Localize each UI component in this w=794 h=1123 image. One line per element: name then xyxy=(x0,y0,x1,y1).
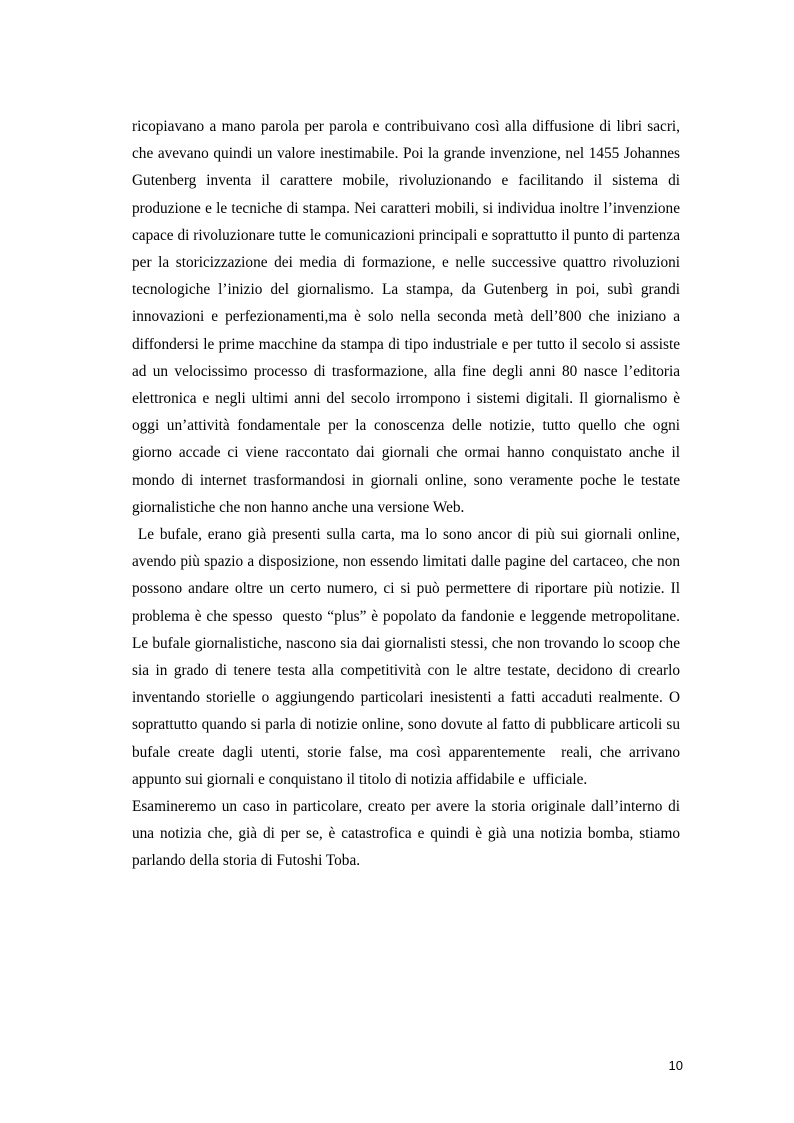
body-text xyxy=(132,113,688,875)
paragraph: Esamineremo un caso in particolare, creato per avere la storia originale dall’interno di una notizia che, già di per se, è catastrofica e quindi è già una notizia bomba, stiamo parlando della storia di Futoshi Toba. xyxy=(132,798,680,870)
paragraph: Le bufale, erano già presenti sulla carta, ma lo sono ancor di più sui giornali online, avendo più spazio a disposizione, non essendo limitati dalle pagine del cartaceo, che non possono andare oltre un certo numero, ci si può permettere di riportare più notizie. Il problema è che spesso questo “plus” è popolato da fandonie e leggende metropolitane. Le bufale giornalistiche, nascono sia dai giornalisti stessi, che non trovando lo scoop che sia in grado di tenere testa alla competitività con le altre testate, decidono di crearlo inventando storielle o aggiungendo particolari inesistenti a fatti accaduti realmente. O soprattutto quando si parla di notizie online, sono dovute al fatto di pubblicare articoli su bufale create dagli utenti, storie false, ma così apparentemente reali, che arrivano appunto sui giornali e conquistano il titolo di notizia affidabile e ufficiale. xyxy=(132,526,688,788)
page-number: 10 xyxy=(668,1058,683,1073)
paragraph: ricopiavano a mano parola per parola e contribuivano così alla diffusione di libri sacri, che avevano quindi un valore inestimabile. Poi la grande invenzione, nel 1455 Johannes Gutenberg inventa il carattere mobile, rivoluzionando e facilitando il sistema di produzione e le tecniche di stampa. Nei caratteri mobili, si individua inoltre l’invenzione capace di rivoluzionare tutte le comunicazioni principali e soprattutto il punto di partenza per la storicizzazione dei media di formazione, e nelle successive quattro rivoluzioni tecnologiche l’inizio del giornalismo. La stampa, da Gutenberg in poi, subì grandi innovazioni e perfezionamenti,ma è solo nella seconda metà dell’800 che iniziano a diffondersi le prime macchine da stampa di tipo industriale e per tutto il secolo si assiste ad un velocissimo processo di trasformazione, alla fine degli anni 80 nasce l’editoria elettronica e negli ultimi anni del secolo irrompono i sistemi digitali. Il giornalismo è oggi un’attività fondamentale per la conoscenza delle notizie, tutto quello che ogni giorno accade ci viene raccontato dai giornali che ormai hanno conquistato anche il mondo di internet trasformandosi in giornali online, sono veramente poche le testate giornalistiche che non hanno anche una versione Web. xyxy=(132,118,680,516)
